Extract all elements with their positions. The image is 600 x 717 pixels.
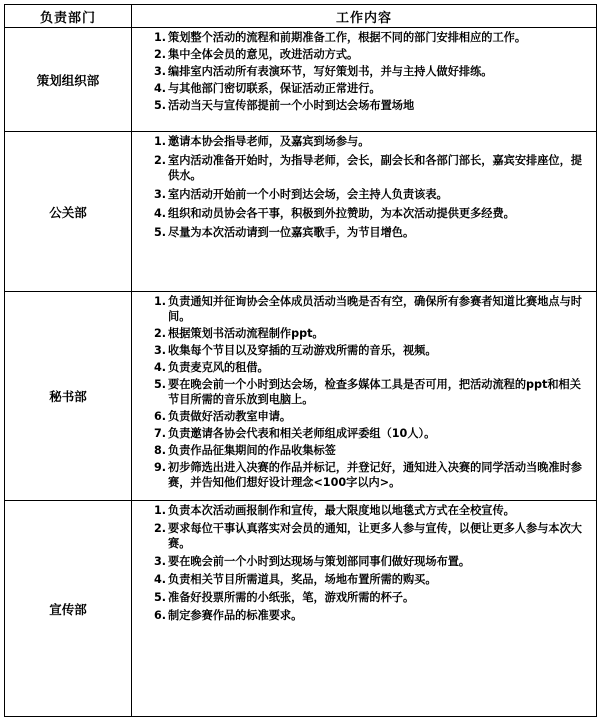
tasks-cell [132,292,597,501]
list-item: 6. 负责做好活动教室申请。 [154,410,292,423]
list-item: 5. 活动当天与宣传部提前一个小时到达会场布置场地 [154,99,415,112]
list-item: 7. 负责邀请各协会代表和相关老师组成评委组（10人）。 [154,427,436,440]
list-item: 6. 制定参赛作品的标准要求。 [154,609,303,622]
list-item: 2. 根据策划书活动流程制作ppt。 [154,327,324,340]
list-item: 5. 要在晚会前一个小时到达会场，检查多媒体工具是否可用，把活动流程的ppt和相关节目所需的音乐放到电脑上。 [154,378,581,406]
table-row [5,132,597,292]
list-item: 9. 初步筛选出进入决赛的作品并标记，并登记好，通知进入决赛的同学活动当晚准时参赛，并告知他们想好设计理念<100字以内>。 [154,461,582,489]
list-item: 1. 负责通知并征询协会全体成员活动当晚是否有空，确保所有参赛者知道比赛地点与时间。 [154,295,582,323]
tasks-cell [132,501,597,717]
list-item: 1. 策划整个活动的流程和前期准备工作，根据不同的部门安排相应的工作。 [154,31,527,44]
list-item: 3. 要在晚会前一个小时到达现场与策划部同事们做好现场布置。 [154,555,471,568]
list-item: 8. 负责作品征集期间的作品收集标签 [154,444,336,457]
department-cell: 策划组织部 [5,28,132,132]
task-list [154,134,590,240]
task-list [154,294,590,490]
list-item: 4. 与其他部门密切联系，保证活动正常进行。 [154,82,381,95]
tasks-cell [132,28,597,132]
list-item: 4. 负责相关节目所需道具，奖品，场地布置所需的购买。 [154,573,437,586]
duty-table [4,4,597,717]
list-item: 4. 负责麦克风的租借。 [154,361,269,374]
list-item: 3. 编排室内活动所有表演环节，写好策划书，并与主持人做好排练。 [154,65,493,78]
header-department: 负责部门 [5,5,132,28]
table-row [5,292,597,501]
list-item: 2. 室内活动准备开始时，为指导老师，会长，副会长和各部门部长，嘉宾安排座位，提供水。 [154,154,582,182]
list-item: 2. 要求每位干事认真落实对会员的通知，让更多人参与宣传，以便让更多人参与本次大赛。 [154,522,582,550]
header-content: 工作内容 [132,5,597,28]
list-item: 5. 尽量为本次活动请到一位嘉宾歌手，为节目增色。 [154,226,415,239]
task-list [154,503,590,623]
list-item: 1. 邀请本协会指导老师，及嘉宾到场参与。 [154,135,370,148]
list-item: 3. 收集每个节目以及穿插的互动游戏所需的音乐，视频。 [154,344,437,357]
task-list [154,30,590,113]
table-row [5,501,597,717]
header-row [5,5,597,28]
list-item: 5. 准备好投票所需的小纸张，笔，游戏所需的杯子。 [154,591,415,604]
department-cell: 公关部 [5,132,132,292]
list-item: 1. 负责本次活动画报制作和宣传，最大限度地以地毯式方式在全校宣传。 [154,504,515,517]
list-item: 2. 集中全体会员的意见，改进活动方式。 [154,48,359,61]
list-item: 4. 组织和动员协会各干事，积极到外拉赞助，为本次活动提供更多经费。 [154,207,515,220]
department-cell: 宣传部 [5,501,132,717]
tasks-cell [132,132,597,292]
table-row [5,28,597,132]
department-cell: 秘书部 [5,292,132,501]
list-item: 3. 室内活动开始前一个小时到达会场，会主持人负责该表。 [154,188,448,201]
